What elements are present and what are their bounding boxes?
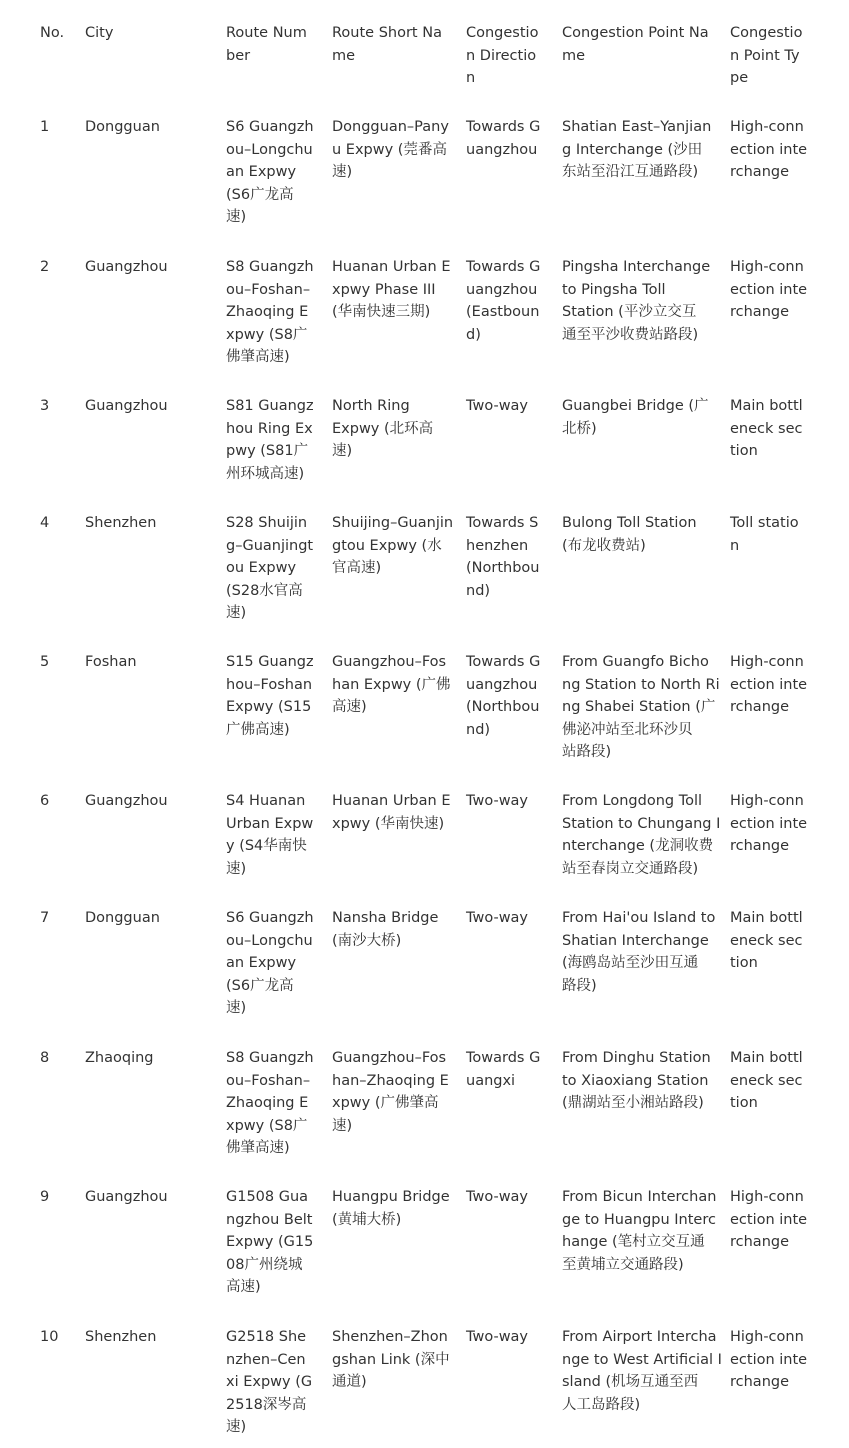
- cell-route-number: S81 Guangz hou Ring Ex pwy (S81广 州环城高速): [226, 398, 314, 482]
- cell-no: 8: [40, 1050, 50, 1066]
- cell-city: Guangzhou: [85, 793, 168, 809]
- cell-congestion-point-name: From Bicun Interchan ge to Huangpu Interc hange (笔村立交互通 至黄埔立交通路段): [562, 1189, 717, 1273]
- cell-route-short-name: Huanan Urban E xpwy (华南快速): [332, 793, 451, 832]
- header-route-number: Route Num ber: [226, 25, 307, 64]
- cell-route-short-name: Shuijing–Guanjin gtou Expwy (水 官高速): [332, 515, 454, 577]
- cell-route-short-name: Nansha Bridge (南沙大桥): [332, 910, 439, 949]
- cell-congestion-point-type: High-conn ection inte rchange: [730, 654, 808, 716]
- cell-no: 4: [40, 515, 50, 531]
- cell-route-number: S28 Shuijin g–Guanjingt ou Expwy (S28水官高 速): [226, 515, 314, 622]
- cell-route-short-name: Dongguan–Pany u Expwy (莞番高 速): [332, 119, 449, 181]
- cell-congestion-point-type: High-conn ection inte rchange: [730, 119, 808, 181]
- cell-congestion-point-type: High-conn ection inte rchange: [730, 1189, 808, 1251]
- cell-congestion-point-name: From Longdong Toll Station to Chungang I nterchange (龙洞收费 站至春岗立交通路段): [562, 793, 721, 877]
- cell-congestion-point-type: High-conn ection inte rchange: [730, 793, 808, 855]
- cell-no: 7: [40, 910, 50, 926]
- cell-no: 1: [40, 119, 50, 135]
- cell-congestion-point-name: Bulong Toll Station (布龙收费站): [562, 515, 697, 554]
- cell-congestion-point-name: Pingsha Interchange to Pingsha Toll Station (平沙立交互 通至平沙收费站路段): [562, 259, 711, 343]
- cell-congestion-direction: Two-way: [466, 793, 529, 809]
- cell-congestion-direction: Towards G uangzhou: [466, 119, 541, 158]
- cell-congestion-point-type: Main bottl eneck sec tion: [730, 398, 803, 460]
- cell-congestion-direction: Two-way: [466, 1329, 529, 1345]
- cell-route-number: S8 Guangzh ou–Foshan– Zhaoqing E xpwy (S8广 佛肇高速): [226, 1050, 314, 1157]
- cell-congestion-point-type: Toll statio n: [730, 515, 799, 554]
- cell-congestion-point-name: Guangbei Bridge (广 北桥): [562, 398, 709, 437]
- header-congestion-point-name: Congestion Point Na me: [562, 25, 709, 64]
- cell-route-number: S4 Huanan Urban Expw y (S4华南快 速): [226, 793, 314, 877]
- cell-congestion-direction: Two-way: [466, 1189, 529, 1205]
- cell-no: 6: [40, 793, 50, 809]
- header-no: No.: [40, 25, 65, 41]
- cell-no: 3: [40, 398, 50, 414]
- cell-congestion-point-type: High-conn ection inte rchange: [730, 259, 808, 321]
- cell-route-number: G2518 She nzhen–Cen xi Expwy (G 2518深岑高 速): [226, 1329, 313, 1436]
- cell-city: Shenzhen: [85, 515, 157, 531]
- cell-congestion-point-name: Shatian East–Yanjian g Interchange (沙田 东站至沿江互通路段): [562, 119, 712, 181]
- cell-congestion-point-type: Main bottl eneck sec tion: [730, 910, 803, 972]
- cell-congestion-direction: Towards S henzhen (Northbou nd): [466, 515, 540, 599]
- cell-no: 2: [40, 259, 50, 275]
- cell-no: 5: [40, 654, 50, 670]
- cell-route-number: G1508 Gua ngzhou Belt Expwy (G15 08广州绕城 高速): [226, 1189, 314, 1296]
- cell-city: Guangzhou: [85, 259, 168, 275]
- cell-route-short-name: Guangzhou–Fos han Expwy (广佛 高速): [332, 654, 451, 716]
- cell-route-short-name: Huangpu Bridge (黄埔大桥): [332, 1189, 450, 1228]
- cell-no: 9: [40, 1189, 50, 1205]
- cell-route-number: S6 Guangzh ou–Longchu an Expwy (S6广龙高 速): [226, 119, 314, 226]
- cell-city: Dongguan: [85, 910, 160, 926]
- header-city: City: [85, 25, 114, 41]
- cell-route-short-name: Huanan Urban E xpwy Phase III (华南快速三期): [332, 259, 451, 321]
- header-congestion-point-type: Congestio n Point Ty pe: [730, 25, 803, 87]
- cell-congestion-point-name: From Hai'ou Island to Shatian Interchange (海鸥岛站至沙田互通 路段): [562, 910, 716, 994]
- cell-congestion-point-name: From Airport Intercha nge to West Artificial I sland (机场互通至西 人工岛路段): [562, 1329, 722, 1413]
- cell-no: 10: [40, 1329, 59, 1345]
- cell-route-number: S8 Guangzh ou–Foshan– Zhaoqing E xpwy (S8广 佛肇高速): [226, 259, 314, 366]
- cell-route-short-name: Guangzhou–Fos han–Zhaoqing E xpwy (广佛肇高 速): [332, 1050, 449, 1134]
- cell-city: Zhaoqing: [85, 1050, 154, 1066]
- cell-city: Guangzhou: [85, 1189, 168, 1205]
- cell-congestion-point-name: From Dinghu Station to Xiaoxiang Station (鼎湖站至小湘站路段): [562, 1050, 711, 1112]
- cell-congestion-direction: Towards G uangxi: [466, 1050, 541, 1089]
- cell-city: Foshan: [85, 654, 137, 670]
- cell-route-number: S6 Guangzh ou–Longchu an Expwy (S6广龙高 速): [226, 910, 314, 1017]
- cell-congestion-direction: Two-way: [466, 910, 529, 926]
- header-congestion-direction: Congestio n Directio n: [466, 25, 539, 87]
- cell-city: Guangzhou: [85, 398, 168, 414]
- cell-congestion-direction: Two-way: [466, 398, 529, 414]
- cell-congestion-direction: Towards G uangzhou (Eastboun d): [466, 259, 541, 343]
- cell-congestion-point-type: High-conn ection inte rchange: [730, 1329, 808, 1391]
- cell-congestion-point-name: From Guangfo Bicho ng Station to North Ri ng Shabei Station (广 佛泌冲站至北环沙贝 站路段): [562, 654, 720, 761]
- cell-city: Shenzhen: [85, 1329, 157, 1345]
- cell-route-number: S15 Guangz hou–Foshan Expwy (S15 广佛高速): [226, 654, 314, 738]
- cell-congestion-direction: Towards G uangzhou (Northbou nd): [466, 654, 541, 738]
- cell-route-short-name: North Ring Expwy (北环高 速): [332, 398, 434, 460]
- cell-route-short-name: Shenzhen–Zhon gshan Link (深中 通道): [332, 1329, 450, 1391]
- header-route-short-name: Route Short Na me: [332, 25, 442, 64]
- cell-city: Dongguan: [85, 119, 160, 135]
- cell-congestion-point-type: Main bottl eneck sec tion: [730, 1050, 803, 1112]
